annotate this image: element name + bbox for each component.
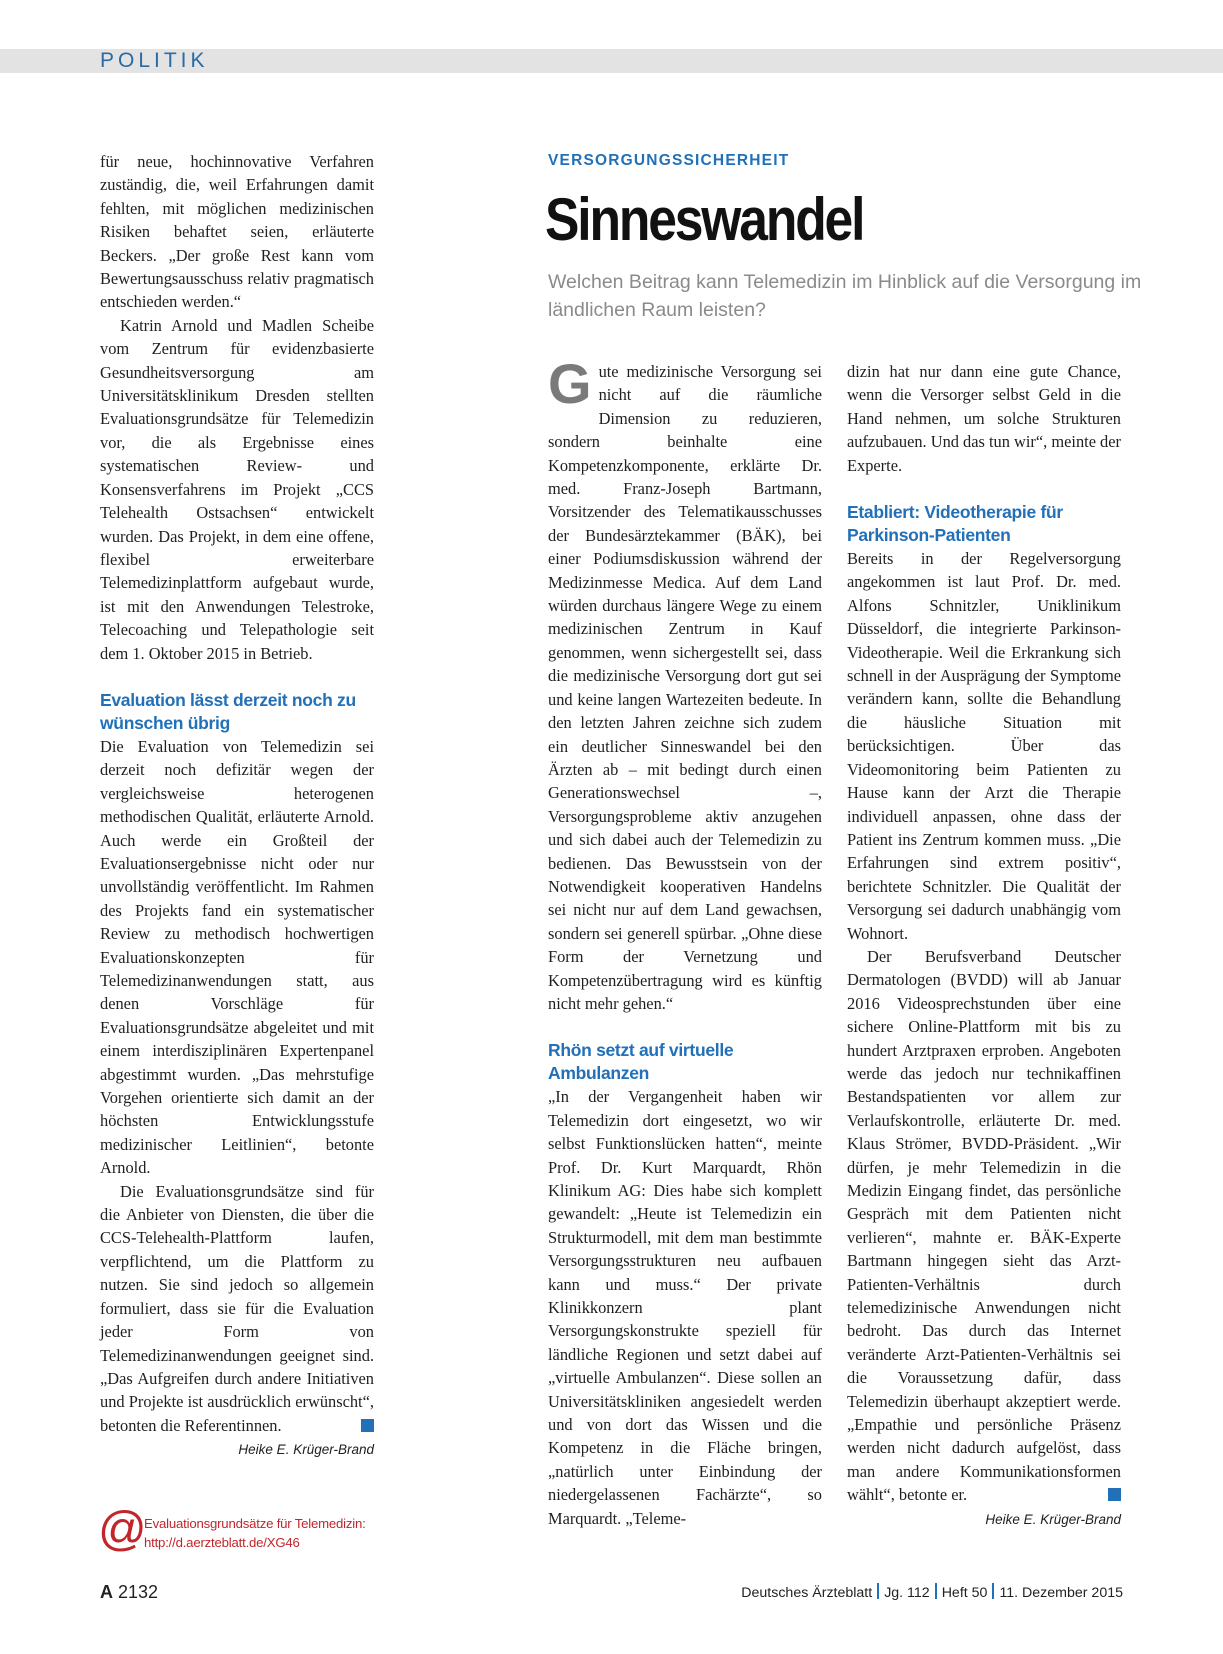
article-paragraph-3: dizin hat nur dann eine gute Chance, wenn die Versorger selbst Geld in die Hand nehmen, um solche Strukturen aufzubauen. Und das tun wir“, meinte der Experte. <box>847 362 1121 475</box>
web-link-label: Evaluationsgrundsätze für Telemedizin: <box>144 1516 366 1531</box>
article-subheading-rhoen: Rhön setzt auf virtuelle Ambulanzen <box>548 1040 734 1084</box>
footer-date: 11. Dezember 2015 <box>999 1585 1123 1601</box>
left-paragraph-3: Die Evaluation von Telemedizin sei derzeit noch defizitär wegen der vergleichsweise heterogenen methodischen Qualität, erläuterte Arnold. Auch werde ein Großteil der Evaluationsergebnisse nicht oder nur unvollständig veröffentlicht. Im Rahmen des Projekts fand ein systematischer Review zu methodisch hochwertigen Evaluationskonzepten für Telemedizinanwendungen statt, aus denen Vorschläge für Evaluationsgrundsätze abgeleitet und mit einem interdisziplinären Expertenpanel abgestimmt wurden. „Das mehrstufige Vorgehen orientierte sich damit an der höchsten Entwicklungsstufe medizinischer Leitlinien“, betonte Arnold. <box>100 736 374 1178</box>
footer-separator <box>992 1583 994 1599</box>
article-paragraph-5-text: Der Berufsverband Deutscher Dermatologen (BVDD) will ab Januar 2016 Videosprechstunden über eine sichere Online-Plattform mit bis zu hundert Arztpraxen erproben. Angeboten werde das jedoch nur technikaffinen Bestandspatienten vor allem zur Verlaufskontrolle, erläuterte Dr. med. Klaus Strömer, BVDD-Präsident. „Wir dürfen, je mehr Telemedizin in die Medizin Eingang findet, das persönliche Gespräch mit dem Patienten nicht verlieren“, mahnte er. BÄK-Experte Bartmann hingegen sieht das Arzt-Patienten-Verhältnis durch telemedizinische Anwendungen nicht bedroht. Das durch das Internet veränderte Arzt-Patienten-Verhältnis sei die Voraussetzung dafür, dass Telemedizin überhaupt akzeptiert werde. „Empathie und persönliche Präsenz werden nicht dadurch aufgelöst, dass man andere Kommunikationsformen wählt“, betonte er. <box>847 946 1121 1505</box>
article-paragraph-2: „In der Vergangenheit haben wir Telemedizin dort eingesetzt, wo wir selbst Funktionslücken hatten“, meinte Prof. Dr. Kurt Marquardt, Rhön Klinikum AG: Dies habe sich komplett gewandelt: „Heute ist Telemedizin ein Strukturmodell, mit dem man bestimmte Versorgungsstrukturen neu aufbauen kann und muss.“ Der private Klinikkonzern plant Versorgungskonstrukte speziell für ländliche Regionen und setzt dabei auf „virtuelle Ambulanzen“. Diese sollen an Universitätskliniken angesiedelt werden und von dort das Wissen und die Kompetenz in die Fläche bringen, „natürlich unter Einbindung der niedergelassenen Fachärzte“, so Marquardt. „Teleme- <box>548 1087 822 1528</box>
article-paragraph-4: Bereits in der Regelversorgung angekommen ist laut Prof. Dr. med. Alfons Schnitzler, Uniklinikum Düsseldorf, die integrierte Parkinson-Videotherapie. Weil die Erkrankung sich schnell in der Ausprägung der Symptome verändern kann, sollte die Behandlung die häusliche Situation mit berücksichtigen. Über das Videomonitoring beim Patienten zu Hause kann der Arzt die Therapie individuell anpassen, ohne dass der Patient ins Zentrum kommen muss. „Die Erfahrungen sind extrem positiv“, berichtete Schnitzler. Die Qualität der Versorgung sei dadurch unabhängig vom Wohnort. <box>847 549 1121 943</box>
article-paragraph-5 <box>847 945 1121 1507</box>
page-number <box>100 1580 158 1604</box>
left-paragraph-2: Katrin Arnold und Madlen Scheibe vom Zentrum für evidenzbasierte Gesundheitsversorgung am Universitätsklinikum Dresden stellten Evaluationsgrundsätze für Telemedizin vor, die als Ergebnisse eines systematischen Review- und Konsensverfahrens im Projekt „CCS Telehealth Ostsachsen“ entwickelt wurden. Das Projekt, in dem eine offene, flexibel erweiterbare Telemedizinplattform aufgebaut wurde, ist mit den Anwendungen Telestroke, Telecoaching und Telepathologie seit dem 1. Oktober 2015 in Betrieb. <box>100 315 374 663</box>
at-icon: @ <box>98 1503 147 1556</box>
article-subheading-parkinson: Etabliert: Videotherapie für Parkinson-Patienten <box>847 502 1063 546</box>
article-author: Heike E. Krüger-Brand <box>985 1511 1121 1527</box>
article-paragraph-1 <box>548 352 822 1015</box>
left-subheading: Evaluation lässt derzeit noch zu wünschen übrig <box>100 689 356 733</box>
left-article-column <box>100 150 374 1461</box>
dropcap: G <box>548 352 592 415</box>
section-label: POLITIK <box>100 49 209 72</box>
end-mark-icon <box>1108 1488 1121 1501</box>
page-number-value: 2132 <box>118 1582 159 1602</box>
footer-publication: Deutsches Ärzteblatt <box>741 1585 873 1601</box>
footer-publication-info <box>741 1582 1123 1604</box>
article-kicker: VERSORGUNGSSICHERHEIT <box>548 152 790 169</box>
page-prefix: A <box>100 1582 113 1602</box>
web-link-url[interactable]: http://d.aerzteblatt.de/XG46 <box>144 1535 300 1550</box>
footer-volume: Jg. 112 <box>884 1585 930 1601</box>
left-author: Heike E. Krüger-Brand <box>238 1442 374 1458</box>
left-paragraph-4-text: Die Evaluationsgrundsätze sind für die Anbieter von Diensten, die über die CCS-Telehealth-Plattform laufen, verpflichtend, um die Plattform zu nutzen. Sie sind jedoch so allgemein formuliert, dass sie für die Evaluation jeder Form von Telemedizinanwendungen geeignet sind. „Das Aufgreifen durch andere Initiativen und Projekte ist ausdrücklich erwünscht“, betonten die Referentinnen. <box>100 1181 374 1435</box>
article-column-3 <box>847 360 1121 1531</box>
footer-separator <box>877 1583 879 1599</box>
article-paragraph-1-text: ute medizinische Versorgung sei nicht auf die räumliche Dimension zu reduzieren, sondern beinhalte eine Kompetenzkomponente, erklärte Dr. med. Franz-Joseph Bartmann, Vorsitzender des Telematikausschusses der Bundesärztekammer (BÄK), bei einer Podiumsdiskussion während der Medizinmesse Medica. Auf dem Land würden durchaus längere Wege zu einem medizinischen Zentrum in Kauf genommen, wenn sichergestellt sei, dass die medizinische Versorgung dort gut sei und keine langen Wartezeiten bedeute. In den letzten Jahren zeichne sich zudem ein deutlicher Sinneswandel bei den Ärzten ab – mit bedingt durch einen Generationswechsel –, Versorgungsprobleme aktiv anzugehen und sich dabei auch der Telemedizin zu bedienen. Das Bewusstsein von der Notwendigkeit kooperativen Handelns sei nicht nur auf dem Land gewachsen, sondern sei generell spürbar. „Ohne diese Form der Vernetzung und Kompetenzübertragung wird es künftig nicht mehr gehen.“ <box>548 362 822 1013</box>
footer-separator <box>935 1583 937 1599</box>
article-headline: Sinneswandel <box>545 186 864 253</box>
footer-issue: Heft 50 <box>941 1585 988 1601</box>
end-mark-icon <box>361 1419 374 1432</box>
web-link-box[interactable] <box>98 1503 398 1556</box>
left-paragraph-1: für neue, hochinnovative Verfahren zuständig, die, weil Erfahrungen damit fehlten, mit möglichen medizinischen Risiken behaftet seien, erläuterte Beckers. „Der große Rest kann vom Bewertungsausschuss relativ pragmatisch entschieden werden.“ <box>100 152 374 312</box>
web-link-text[interactable] <box>144 1514 366 1552</box>
article-standfirst: Welchen Beitrag kann Telemedizin im Hinblick auf die Versorgung im ländlichen Raum leisten? <box>548 271 1142 321</box>
left-paragraph-4 <box>100 1180 374 1437</box>
article-column-2 <box>548 352 822 1530</box>
